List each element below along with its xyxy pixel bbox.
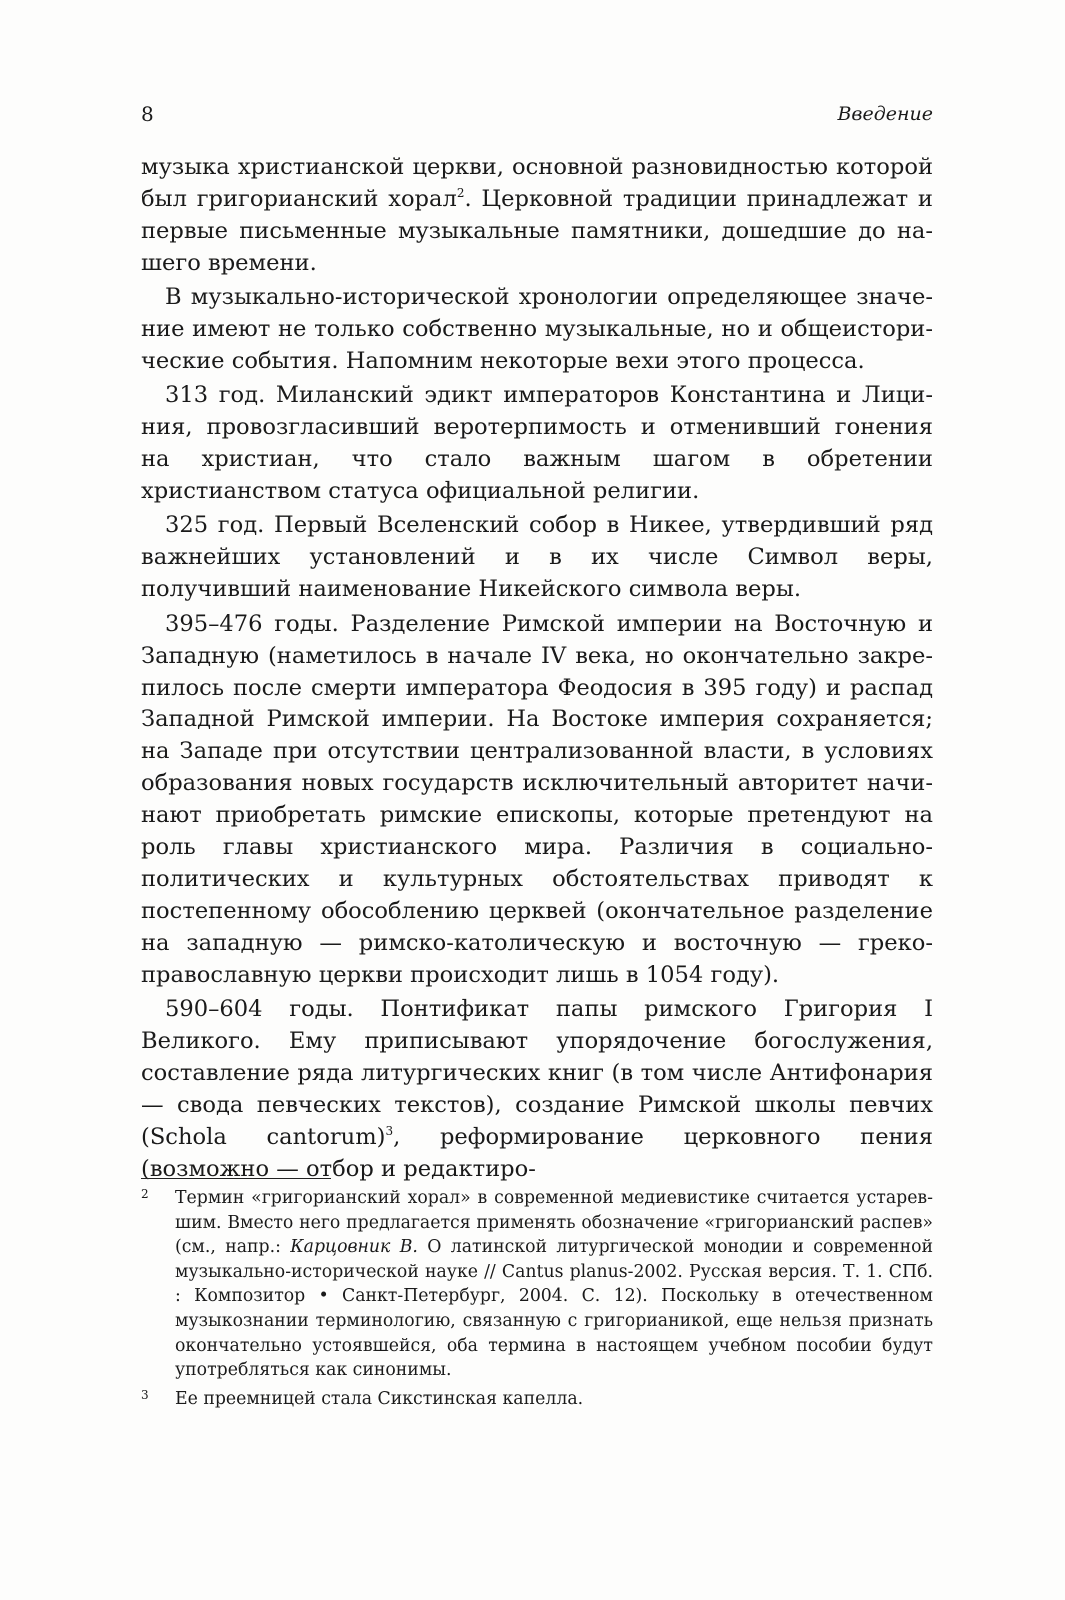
footnote-number: 2 xyxy=(141,1187,149,1201)
footnote-divider xyxy=(141,1178,331,1179)
paragraph-text: 590–604 годы. Понтификат папы римского Григория I Великого. Ему приписывают упорядочение богослужения, составление ряда литургических книг (в том числе Антифонария — свода певческих текстов), создание Римской школы певчих (Schola cantorum) xyxy=(141,996,933,1150)
footnote-text-part: Термин «григорианский хорал» в современной медиевистике считается устаревшим. Вместо него предлагается применять обозначение «григорианский распев» (см., напр.: xyxy=(175,1188,933,1258)
paragraph: 325 год. Первый Вселенский собор в Никее, утвердивший ряд важнейших установлений и в их числе Символ веры, получивший наименование Никейского символа веры. xyxy=(141,512,933,603)
paragraph-text: . Церковной традиции принадлежат и первые письменные музыкальные памятники, дошедшие до нашего времени. xyxy=(141,185,933,276)
paragraph-text: , реформирование церковного пения (возможно — отбор и редактиро- xyxy=(141,1123,933,1182)
footnote-3 xyxy=(141,1387,933,1412)
footnote-text xyxy=(175,1188,933,1380)
footnote-reference[interactable]: 3 xyxy=(385,1123,394,1138)
footnote-text-part: О латинской литургической монодии и современной музыкально-исторической науке // Cantus planus-2002. Русская версия. Т. 1. СПб. : Композитор • Санкт-Петербург, 2004. С. 12). Поскольку в отечественном музыкознании терминологию, связанную с григорианикой, еще нельзя признать окончательно устоявшейся, оба термина в настоящем учебном пособии будут употребляться как синонимы. xyxy=(175,1237,934,1381)
footnote-author: Карцовник В. xyxy=(290,1237,418,1258)
main-text xyxy=(141,152,933,1188)
paragraph xyxy=(141,994,933,1185)
footnote-2 xyxy=(141,1186,933,1383)
paragraph: 313 год. Миланский эдикт императоров Константина и Лициния, провозгласивший веротерпимость и отменивший гонения на христиан, что стало важным шагом в обретении христианством статуса официальной религии. xyxy=(141,382,933,505)
paragraph: 395–476 годы. Разделение Римской империи на Восточную и Западную (наметилось в начале IV века, но окончательно закрепилось после смерти императора Феодосия в 395 году) и распад Западной Римской империи. На Востоке империя сохраняется; на Западе при отсутствии централизованной власти, в условиях образования новых государств исключительный авторитет начинают приобретать римские епископы, которые претендуют на роль главы христианского мира. Различия в социально-политических и культурных обстоятельствах приводят к постепенному обособлению церквей (окончательное разделение на западную — римско-католическую и восточную — греко-православную церкви происходит лишь в 1054 году). xyxy=(141,610,933,988)
paragraph-text: музыка христианской церкви, основной разновидностью которой был григорианский хорал xyxy=(141,154,933,212)
footnote-number: 3 xyxy=(141,1387,149,1402)
paragraph: В музыкально-исторической хронологии определяющее значение имеют не только собственно музыкальные, но и общеисторические события. Напомним некоторые вехи этого процесса. xyxy=(141,284,933,374)
footnote-text: Ее преемницей стала Сикстинская капелла. xyxy=(175,1388,584,1409)
footnote-reference[interactable]: 2 xyxy=(456,185,465,200)
page-number: 8 xyxy=(141,102,154,126)
running-head: Введение xyxy=(837,103,933,125)
footnotes xyxy=(141,1186,933,1415)
page-header xyxy=(141,100,933,132)
paragraph xyxy=(141,152,933,280)
